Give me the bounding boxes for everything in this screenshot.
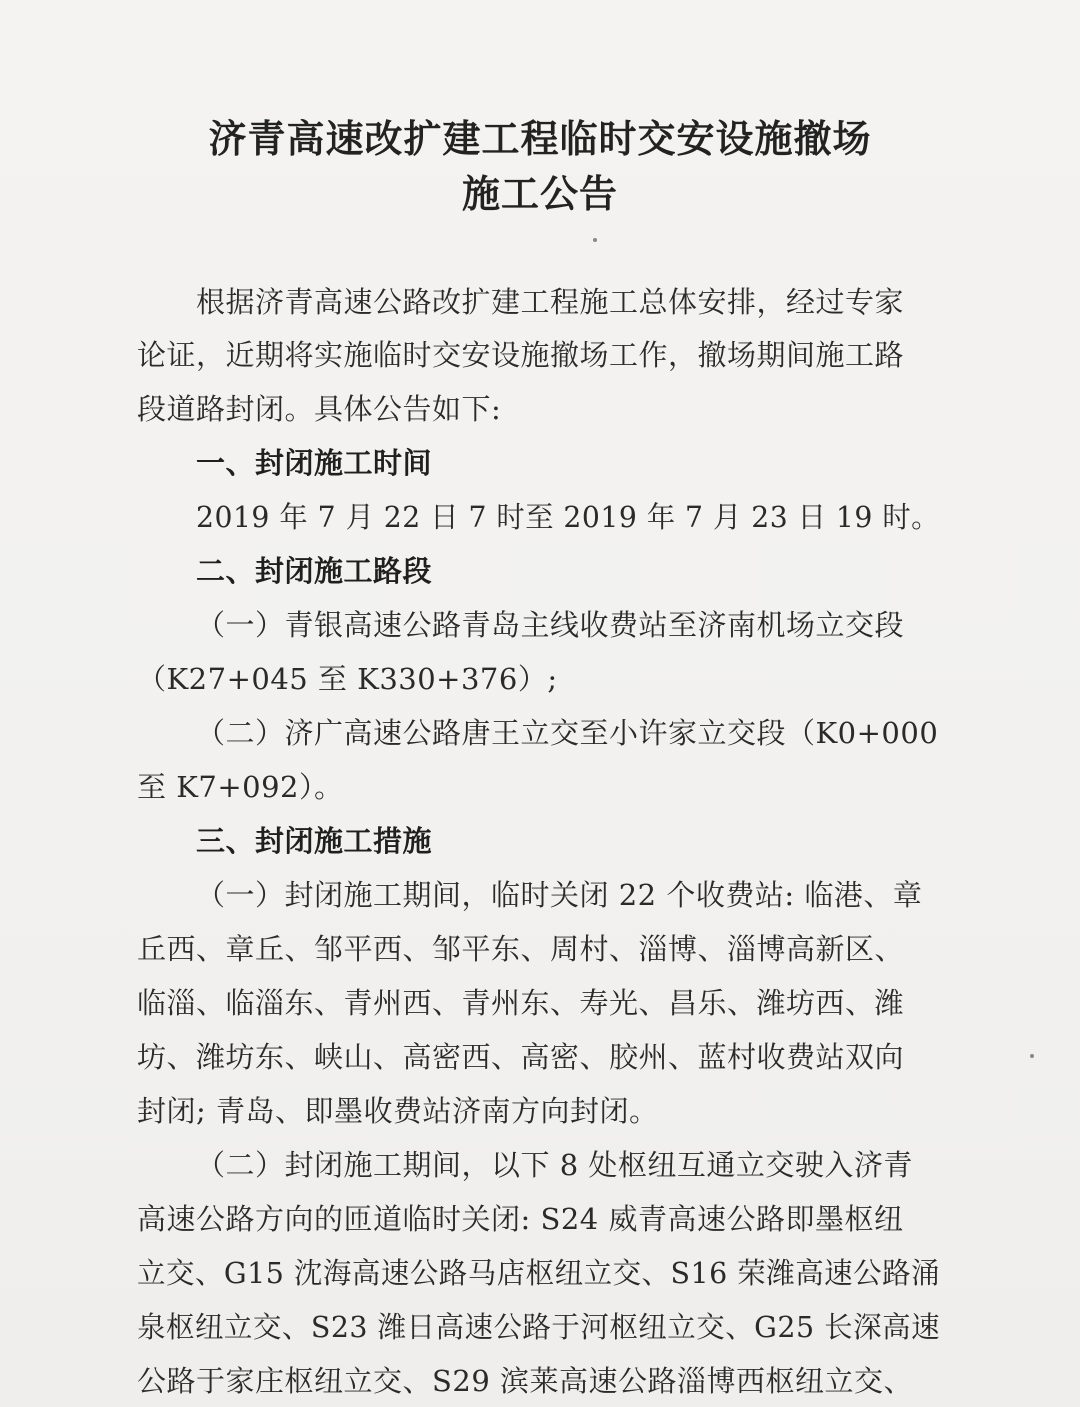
document-title-line-2: 施工公告 (461, 171, 618, 216)
body-line: 公路于家庄枢纽立交、S29 滨莱高速公路淄博西枢纽立交、 (137, 1364, 913, 1398)
body-line: 泉枢纽立交、S23 潍日高速公路于河枢纽立交、G25 长深高速 (137, 1310, 941, 1344)
body-line: 2019 年 7 月 22 日 7 时至 2019 年 7 月 23 日 19 时。 (196, 500, 940, 534)
scan-speck (1030, 1054, 1034, 1058)
body-line: 立交、G15 沈海高速公路马店枢纽立交、S16 荣潍高速公路涌 (137, 1256, 941, 1290)
body-line: （一）青银高速公路青岛主线收费站至济南机场立交段 (196, 608, 905, 642)
body-line: 段道路封闭。具体公告如下: (137, 392, 502, 426)
body-line: （一）封闭施工期间，临时关闭 22 个收费站: 临港、章 (196, 878, 923, 912)
section-heading-2: 二、封闭施工路段 (196, 554, 433, 588)
section-heading-3: 三、封闭施工措施 (196, 824, 433, 858)
body-line: （二）济广高速公路唐王立交至小许家立交段（K0+000 (196, 716, 939, 750)
body-line: （二）封闭施工期间，以下 8 处枢纽互通立交驶入济青 (196, 1148, 913, 1182)
body-line: 临淄、临淄东、青州西、青州东、寿光、昌乐、潍坊西、潍 (137, 986, 905, 1020)
body-line: 至 K7+092）。 (137, 770, 344, 804)
body-line: 封闭; 青岛、即墨收费站济南方向封闭。 (137, 1094, 659, 1128)
body-line: （K27+045 至 K330+376）; (137, 662, 558, 696)
body-line: 根据济青高速公路改扩建工程施工总体安排，经过专家 (196, 285, 905, 319)
body-line: 丘西、章丘、邹平西、邹平东、周村、淄博、淄博高新区、 (137, 932, 905, 966)
document-title-line-1: 济青高速改扩建工程临时交安设施撤场 (208, 116, 872, 161)
body-line: 坊、潍坊东、峡山、高密西、高密、胶州、蓝村收费站双向 (137, 1040, 905, 1074)
body-line: 论证，近期将实施临时交安设施撤场工作，撤场期间施工路 (137, 338, 905, 372)
section-heading-1: 一、封闭施工时间 (196, 446, 433, 480)
scan-speck (593, 238, 597, 242)
body-line: 高速公路方向的匝道临时关闭: S24 威青高速公路即墨枢纽 (137, 1202, 904, 1236)
